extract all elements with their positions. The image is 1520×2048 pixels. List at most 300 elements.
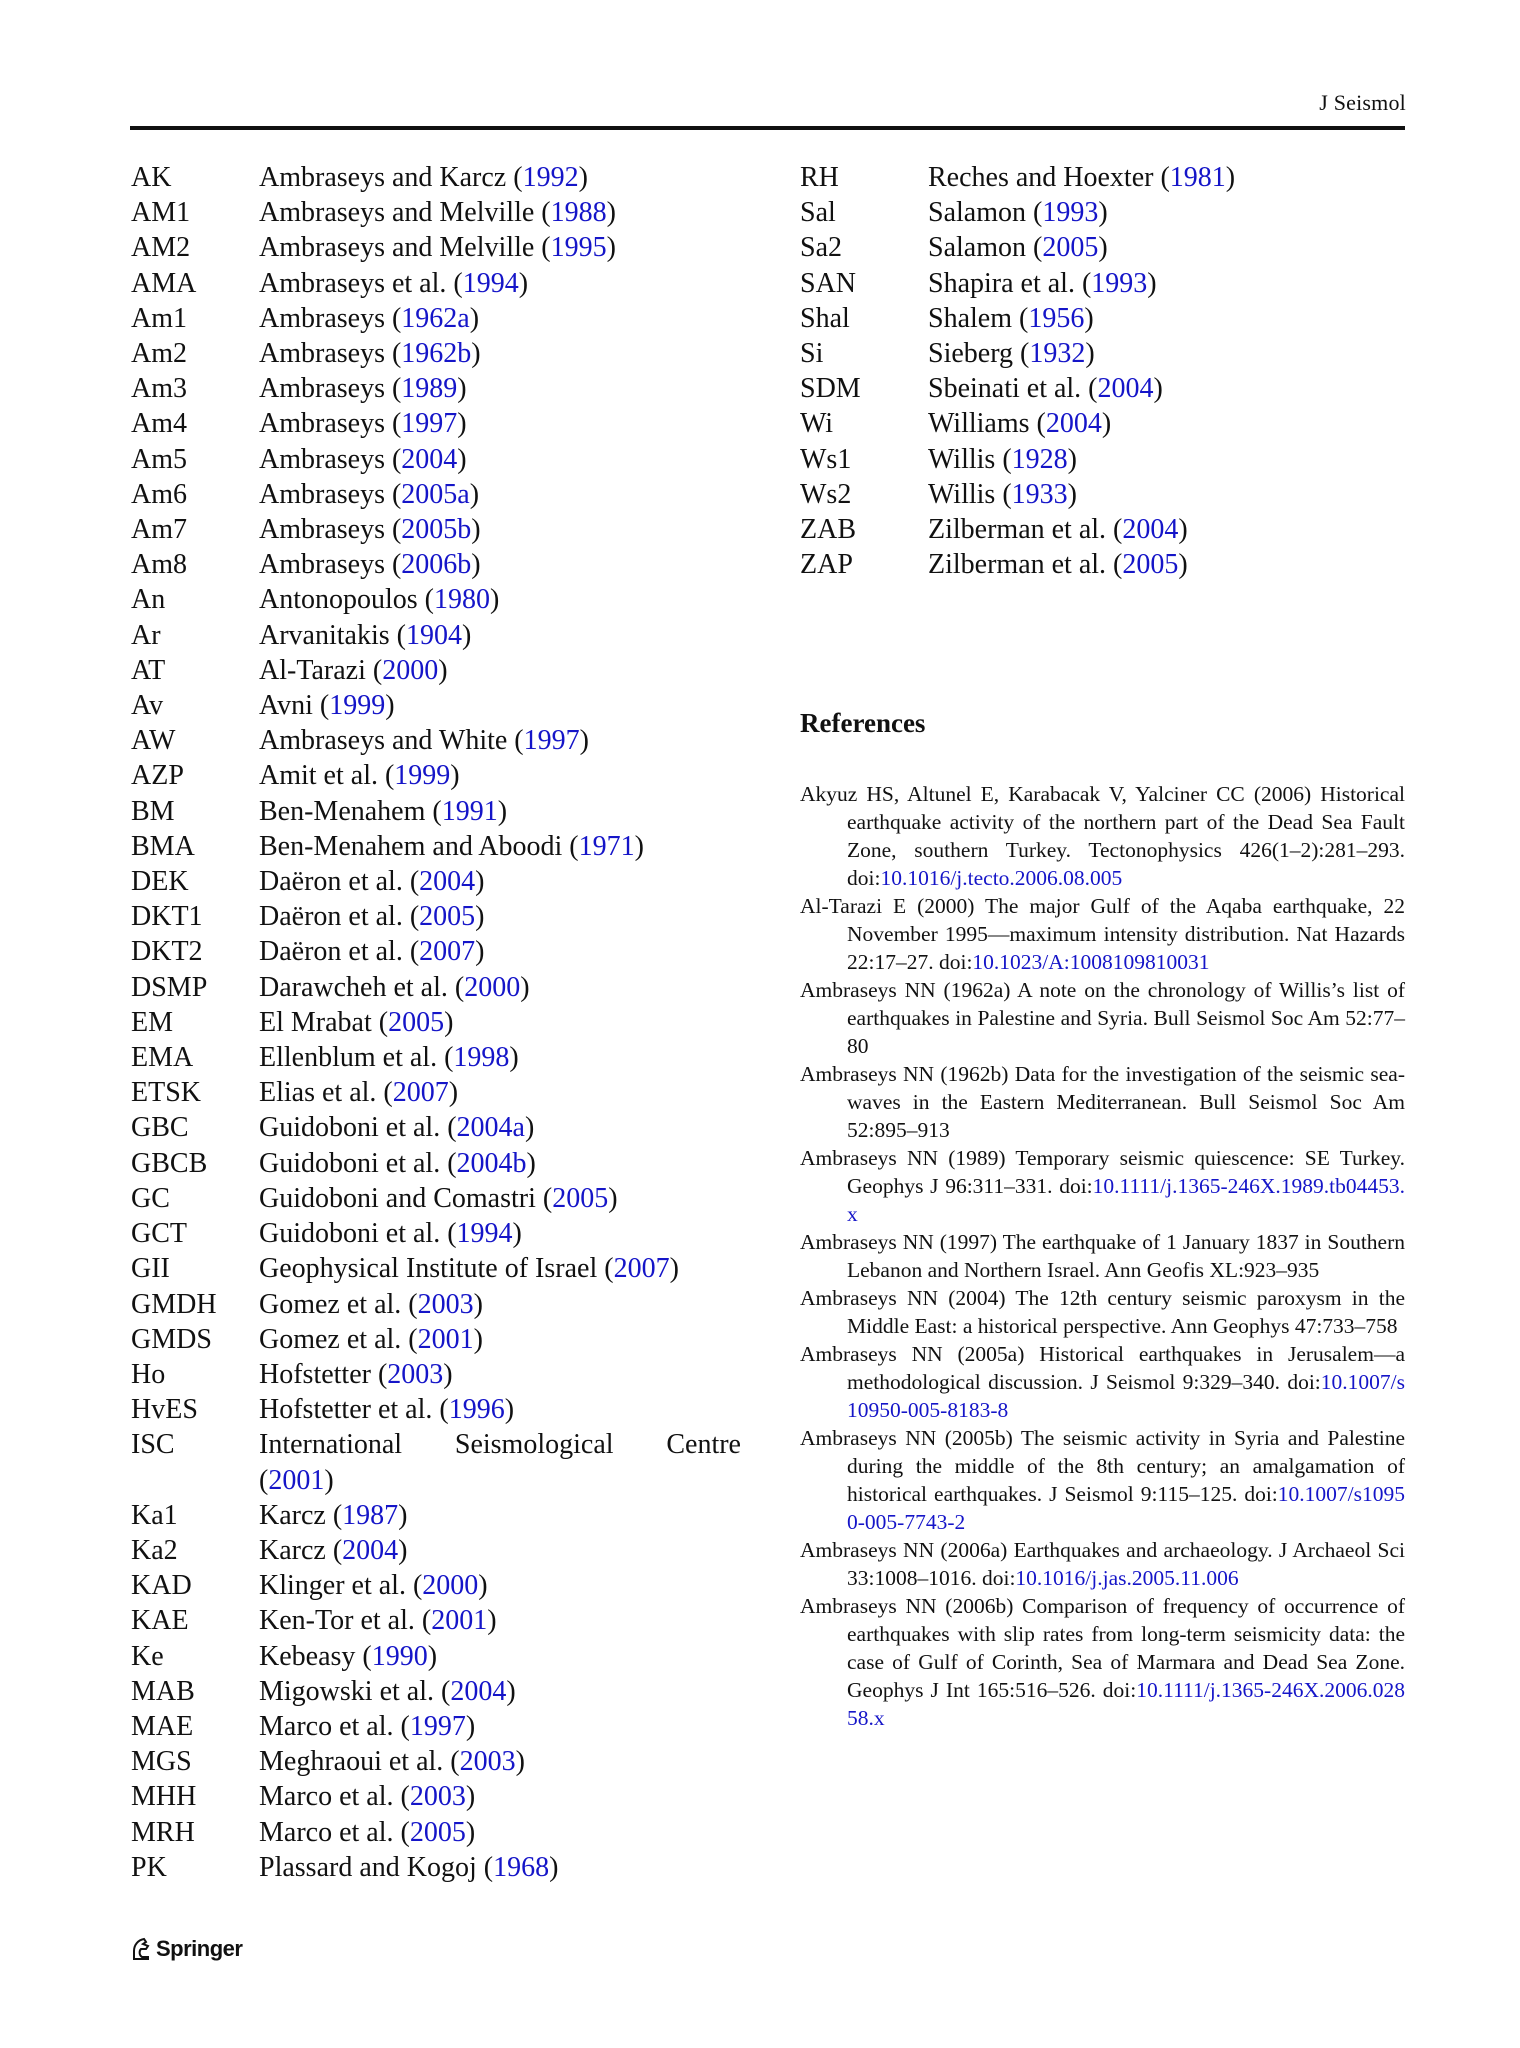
source-year-link[interactable]: 2004a	[456, 1112, 525, 1144]
abbreviation-row	[131, 582, 741, 617]
abbreviation-code: MAB	[131, 1675, 195, 1707]
source-close-paren: )	[443, 1358, 453, 1390]
references-heading: References	[800, 708, 926, 738]
source-author: Arvanitakis (	[259, 619, 406, 651]
springer-horse-icon	[130, 1937, 152, 1961]
abbreviation-code: RH	[800, 162, 839, 193]
reference-doi-link[interactable]: 10.1111/j.1365-246X.1989.tb04453.x	[847, 1174, 1405, 1226]
abbreviation-code: Shal	[800, 302, 850, 334]
source-year-link[interactable]: 2004	[1097, 373, 1154, 405]
abbreviation-code: ETSK	[131, 1077, 201, 1109]
source-year-link[interactable]: 1993	[1091, 267, 1148, 299]
abbreviation-list-left	[131, 160, 741, 1885]
abbreviation-row	[800, 195, 1410, 230]
source-year-link[interactable]: 1932	[1029, 338, 1086, 370]
abbreviation-source	[259, 301, 741, 336]
abbreviation-source	[928, 477, 1410, 512]
abbreviation-row	[131, 970, 741, 1005]
source-close-paren: )	[457, 408, 467, 440]
source-author: Zilberman et al. (	[928, 549, 1123, 581]
source-author: Hofstetter et al. (	[259, 1394, 449, 1426]
abbreviation-source	[259, 336, 741, 371]
source-author: Daëron et al. (	[259, 936, 420, 968]
source-year-link[interactable]: 2004b	[456, 1147, 527, 1179]
abbreviation-row	[131, 1005, 741, 1040]
abbreviation-code: ZAB	[800, 514, 856, 546]
source-close-paren: )	[427, 1640, 438, 1672]
abbreviation-code: Am7	[131, 514, 187, 546]
source-year-link[interactable]: 2000	[464, 971, 521, 1003]
abbreviation-code: MGS	[131, 1746, 192, 1778]
abbreviation-row	[131, 1498, 741, 1533]
source-year-link[interactable]: 2005	[409, 1816, 466, 1848]
source-year-link[interactable]: 2003	[409, 1781, 466, 1813]
source-author: Meghraoui et al. (	[259, 1746, 460, 1778]
abbreviation-row	[131, 1639, 741, 1674]
abbreviation-code: Ar	[131, 619, 161, 651]
source-close-paren: )	[606, 232, 616, 264]
source-author: Ambraseys and Karcz (	[259, 162, 523, 193]
reference-doi-link[interactable]: 10.1007/s10950-005-7743-2	[847, 1482, 1405, 1534]
running-head: J Seismol	[1319, 90, 1406, 115]
abbreviation-row	[131, 1216, 741, 1251]
source-author: Karcz (	[259, 1534, 343, 1566]
abbreviation-row	[800, 371, 1410, 406]
source-word: Seismological	[454, 1429, 614, 1461]
source-year-link[interactable]: 2005	[419, 901, 476, 933]
source-year-link[interactable]: 1904	[405, 619, 462, 651]
abbreviation-row	[131, 618, 741, 653]
source-year-link[interactable]: 1962b	[401, 338, 472, 370]
abbreviation-source	[259, 1639, 741, 1674]
abbreviation-row	[131, 336, 741, 371]
abbreviation-code: DKT1	[131, 901, 203, 933]
source-author: Sbeinati et al. (	[928, 373, 1098, 405]
abbreviation-source	[259, 1181, 741, 1216]
source-close-paren: )	[469, 302, 480, 334]
abbreviation-row	[131, 1322, 741, 1357]
source-close-paren: )	[385, 690, 395, 722]
source-year-link[interactable]: 1991	[441, 795, 498, 827]
abbreviation-row	[131, 1181, 741, 1216]
source-year-link[interactable]: 1980	[434, 584, 490, 616]
source-year-link[interactable]: 2001	[431, 1605, 488, 1637]
source-year-link[interactable]: 2006b	[401, 549, 472, 581]
source-author: Ambraseys (	[259, 514, 402, 546]
source-author: Ambraseys and Melville (	[259, 197, 551, 229]
reference-entry	[800, 1424, 1405, 1536]
abbreviation-source	[928, 160, 1410, 195]
abbreviation-code: AMA	[131, 267, 197, 299]
source-year-link[interactable]: 2001	[417, 1323, 474, 1355]
abbreviation-code: Am3	[131, 373, 187, 405]
abbreviation-source	[259, 723, 741, 758]
abbreviation-row	[131, 1357, 741, 1392]
abbreviation-code: Am6	[131, 478, 187, 510]
reference-entry	[800, 780, 1405, 892]
abbreviation-code: AZP	[131, 760, 184, 792]
source-year-link[interactable]: 1999	[394, 760, 451, 792]
abbreviation-source	[259, 1603, 741, 1638]
source-author: Migowski et al. (	[259, 1675, 451, 1707]
abbreviation-row	[131, 1603, 741, 1638]
abbreviation-code: HvES	[131, 1394, 198, 1426]
abbreviation-code: Si	[800, 338, 824, 370]
abbreviation-code: Ho	[131, 1358, 166, 1390]
abbreviation-row	[131, 301, 741, 336]
abbreviation-code: GII	[131, 1253, 170, 1285]
abbreviation-code: EM	[131, 1006, 173, 1038]
abbreviation-code: DEK	[131, 866, 189, 898]
abbreviation-code: MRH	[131, 1816, 195, 1848]
abbreviation-source	[928, 230, 1410, 265]
source-year-link[interactable]: 1968	[493, 1851, 550, 1883]
source-author: Marco et al. (	[259, 1710, 410, 1742]
source-year-link[interactable]: 2003	[417, 1288, 474, 1320]
source-year-link[interactable]: 1987	[342, 1499, 399, 1531]
abbreviation-row	[800, 442, 1410, 477]
source-year-link[interactable]: 2004	[1122, 514, 1179, 546]
abbreviation-source	[928, 442, 1410, 477]
source-author: Daëron et al. (	[259, 866, 420, 898]
source-close-paren: )	[465, 1816, 476, 1848]
abbreviation-code: ISC	[131, 1429, 175, 1461]
abbreviation-code: BMA	[131, 830, 195, 862]
source-year-link[interactable]: 2005a	[401, 478, 470, 510]
source-year-link[interactable]: 2004	[450, 1675, 507, 1707]
abbreviation-code: PK	[131, 1851, 167, 1883]
abbreviation-source	[259, 1850, 741, 1885]
source-year-link[interactable]: 1994	[456, 1218, 513, 1250]
abbreviation-source	[259, 1146, 741, 1181]
abbreviation-source	[259, 160, 741, 195]
source-year-link[interactable]: 2003	[459, 1746, 516, 1778]
abbreviation-source	[259, 1498, 741, 1533]
abbreviation-row	[131, 547, 741, 582]
source-year-link[interactable]: 2007	[613, 1253, 670, 1285]
abbreviation-source	[259, 406, 741, 441]
abbreviation-source	[928, 371, 1410, 406]
abbreviation-code: Am8	[131, 549, 187, 581]
references-list	[800, 780, 1405, 1732]
source-year-link[interactable]: 1998	[453, 1042, 510, 1074]
source-year-link[interactable]: 1971	[578, 830, 635, 862]
source-close-paren: )	[487, 1605, 497, 1637]
source-year-link[interactable]: 2000	[382, 654, 439, 686]
abbreviation-code: Am1	[131, 302, 187, 334]
abbreviation-code: DSMP	[131, 971, 208, 1003]
source-close-paren: )	[465, 1710, 476, 1742]
abbreviation-source	[259, 1357, 741, 1392]
source-author: Darawcheh et al. (	[259, 971, 465, 1003]
abbreviation-code: GCT	[131, 1218, 187, 1250]
source-close-paren: )	[475, 866, 485, 898]
source-author: Ambraseys (	[259, 408, 402, 440]
abbreviation-source	[928, 512, 1410, 547]
source-year-link[interactable]: 1994	[462, 267, 519, 299]
abbreviation-code: AM2	[131, 232, 191, 264]
abbreviation-code: BM	[131, 795, 175, 827]
source-close-paren: )	[518, 267, 529, 299]
abbreviation-source	[259, 1075, 741, 1110]
abbreviation-source	[928, 336, 1410, 371]
abbreviation-row	[131, 1533, 741, 1568]
source-year-link[interactable]: 2004	[1045, 408, 1102, 440]
source-year-link[interactable]: 1997	[523, 725, 580, 757]
reference-text: Ambraseys NN (1962a) A note on the chronology of Willis’s list of earthquakes in Palestine and Syria. Bull Seismol Soc Am 52:77–80	[800, 978, 1405, 1058]
abbreviation-source	[259, 794, 741, 829]
source-author: Gomez et al. (	[259, 1323, 418, 1355]
abbreviation-code: SDM	[800, 373, 861, 405]
source-close-paren: )	[1147, 267, 1157, 299]
abbreviation-list-right	[800, 160, 1410, 582]
source-close-paren: )	[515, 1746, 525, 1778]
abbreviation-row	[131, 1674, 741, 1709]
source-year-link[interactable]: 2001	[268, 1464, 325, 1496]
reference-doi-link[interactable]: 10.1007/s10950-005-8183-8	[847, 1370, 1405, 1422]
abbreviation-code: Ke	[131, 1640, 164, 1672]
source-close-paren: )	[469, 478, 480, 510]
abbreviation-code: MHH	[131, 1781, 197, 1813]
reference-entry	[800, 892, 1405, 976]
abbreviation-source	[259, 758, 741, 793]
abbreviation-source	[928, 266, 1410, 301]
reference-text: Ambraseys NN (2006b) Comparison of frequency of occurrence of earthquakes with slip rates from long-term seismicity data: the case of Gulf of Corinth, Sea of Marmara and Dead Sea Zone. Geophys J Int 165:516–526. doi:	[800, 1594, 1405, 1702]
source-year-link[interactable]: 2004	[342, 1534, 399, 1566]
reference-text: Ambraseys NN (1962b) Data for the investigation of the seismic sea-waves in the Eastern Mediterranean. Bull Seismol Soc Am 52:895–913	[800, 1062, 1405, 1142]
source-close-paren: )	[465, 1781, 476, 1813]
abbreviation-code: KAD	[131, 1570, 192, 1602]
abbreviation-code: Sa2	[800, 232, 842, 264]
source-close-paren: )	[471, 514, 481, 546]
abbreviation-row	[131, 899, 741, 934]
source-close-paren: )	[497, 795, 508, 827]
abbreviation-row	[131, 688, 741, 723]
source-close-paren: )	[457, 443, 467, 475]
abbreviation-code: ZAP	[800, 549, 853, 581]
abbreviation-source	[259, 1568, 741, 1603]
abbreviation-code: Wi	[800, 408, 834, 440]
source-author: (	[259, 1464, 269, 1496]
abbreviation-source	[928, 406, 1410, 441]
source-close-paren: )	[324, 1464, 334, 1496]
source-author: Guidoboni et al. (	[259, 1218, 457, 1250]
abbreviation-row	[131, 512, 741, 547]
source-author: Zilberman et al. (	[928, 514, 1123, 546]
abbreviation-row	[131, 406, 741, 441]
reference-text: Ambraseys NN (2006a) Earthquakes and archaeology. J Archaeol Sci 33:1008–1016. doi:	[800, 1538, 1405, 1590]
source-close-paren: )	[634, 830, 644, 862]
reference-text: Al-Tarazi E (2000) The major Gulf of the Aqaba earthquake, 22 November 1995—maximum intensity distribution. Nat Hazards 22:17–27. doi:	[800, 894, 1405, 974]
source-author: Shalem (	[928, 302, 1029, 334]
source-year-link[interactable]: 1989	[401, 373, 458, 405]
abbreviation-source	[259, 1815, 741, 1850]
abbreviation-code: SAN	[800, 267, 857, 299]
reference-entry	[800, 1228, 1405, 1284]
publisher-logo	[130, 1936, 242, 1962]
source-year-link[interactable]: 2005	[552, 1182, 609, 1214]
source-author: Marco et al. (	[259, 1781, 410, 1813]
source-year-link[interactable]: 2005	[1122, 549, 1179, 581]
source-close-paren: )	[490, 584, 500, 616]
reference-doi-link[interactable]: 10.1023/A:1008109810031	[972, 950, 1210, 974]
source-year-link[interactable]: 1997	[401, 408, 458, 440]
abbreviation-row	[800, 512, 1410, 547]
source-year-link[interactable]: 2004	[401, 443, 458, 475]
source-year-link[interactable]: 2007	[419, 936, 476, 968]
reference-text: Ambraseys NN (1997) The earthquake of 1 January 1837 in Southern Lebanon and Northern Israel. Ann Geofis XL:923–935	[800, 1230, 1405, 1282]
abbreviation-code: EMA	[131, 1042, 194, 1074]
source-year-link[interactable]: 1997	[409, 1710, 466, 1742]
source-year-link[interactable]: 1933	[1011, 478, 1068, 510]
abbreviation-code: Ka2	[131, 1534, 178, 1566]
abbreviation-row	[131, 1392, 741, 1427]
source-author: Hofstetter (	[259, 1358, 388, 1390]
abbreviation-source	[259, 970, 741, 1005]
abbreviation-source	[928, 547, 1410, 582]
source-year-link[interactable]: 2003	[387, 1358, 444, 1390]
abbreviation-source	[259, 1392, 741, 1427]
abbreviation-code: DKT2	[131, 936, 203, 968]
abbreviation-code: Sal	[800, 197, 836, 229]
source-author: Gomez et al. (	[259, 1288, 418, 1320]
abbreviation-row	[131, 1110, 741, 1145]
abbreviation-source	[259, 1674, 741, 1709]
abbreviation-row	[131, 1463, 741, 1498]
abbreviation-row	[131, 653, 741, 688]
source-close-paren: )	[578, 162, 588, 193]
abbreviation-source	[259, 512, 741, 547]
reference-doi-link[interactable]: 10.1016/j.jas.2005.11.006	[1015, 1566, 1239, 1590]
source-year-link[interactable]: 1992	[522, 162, 579, 193]
abbreviation-row	[131, 266, 741, 301]
source-year-link[interactable]: 1928	[1011, 443, 1068, 475]
source-close-paren: )	[1085, 338, 1095, 370]
source-close-paren: )	[1178, 514, 1188, 546]
abbreviation-source	[259, 1779, 741, 1814]
publisher-name: Springer	[156, 1936, 243, 1961]
abbreviation-source	[259, 618, 741, 653]
reference-entry	[800, 1592, 1405, 1732]
abbreviation-source	[259, 688, 741, 723]
abbreviation-code: Ws2	[800, 478, 852, 510]
source-close-paren: )	[1067, 443, 1077, 475]
source-close-paren: )	[450, 760, 460, 792]
source-author: Shapira et al. (	[928, 267, 1092, 299]
source-close-paren: )	[549, 1851, 559, 1883]
source-year-link[interactable]: 1993	[1042, 197, 1099, 229]
source-author: Ambraseys (	[259, 549, 402, 581]
source-author: El Mrabat (	[259, 1006, 389, 1038]
abbreviation-code: Ka1	[131, 1499, 178, 1531]
abbreviation-source	[259, 653, 741, 688]
abbreviation-code: GC	[131, 1182, 170, 1214]
abbreviation-row	[131, 195, 741, 230]
source-year-link[interactable]: 1981	[1169, 162, 1226, 193]
source-year-link[interactable]: 1956	[1028, 302, 1085, 334]
abbreviation-source	[259, 864, 741, 899]
abbreviation-row	[131, 1709, 741, 1744]
reference-entry	[800, 1060, 1405, 1144]
source-year-link[interactable]: 1995	[550, 232, 607, 264]
source-year-link[interactable]: 2007	[392, 1077, 449, 1109]
source-year-link[interactable]: 2000	[422, 1570, 479, 1602]
source-author: Willis (	[928, 478, 1012, 510]
abbreviation-row	[131, 758, 741, 793]
abbreviation-code: Av	[131, 690, 164, 722]
abbreviation-row	[131, 723, 741, 758]
abbreviation-source	[259, 829, 741, 864]
abbreviation-row	[131, 1850, 741, 1885]
reference-text: Ambraseys NN (2005b) The seismic activity in Syria and Palestine during the middle of the 8th century; an amalgamation of historical earthquakes. J Seismol 9:115–125. doi:	[800, 1426, 1405, 1506]
source-author: Guidoboni et al. (	[259, 1112, 457, 1144]
abbreviation-source	[928, 301, 1410, 336]
source-close-paren: )	[1225, 162, 1236, 193]
abbreviation-row	[131, 230, 741, 265]
abbreviation-source	[259, 1427, 741, 1462]
source-author: Guidoboni and Comastri (	[259, 1182, 553, 1214]
abbreviation-code: GBCB	[131, 1147, 208, 1179]
source-author: Ben-Menahem (	[259, 795, 442, 827]
source-year-link[interactable]: 2004	[419, 866, 476, 898]
abbreviation-row	[800, 547, 1410, 582]
reference-text: Ambraseys NN (2004) The 12th century seismic paroxysm in the Middle East: a historical perspective. Ann Geophys 47:733–758	[800, 1286, 1405, 1338]
reference-doi-link[interactable]: 10.1111/j.1365-246X.2006.02858.x	[847, 1678, 1405, 1730]
source-year-link[interactable]: 1996	[448, 1394, 505, 1426]
abbreviation-row	[131, 1568, 741, 1603]
source-close-paren: )	[512, 1218, 522, 1250]
source-close-paren: )	[1101, 408, 1112, 440]
abbreviation-code: GMDS	[131, 1323, 212, 1355]
abbreviation-source	[259, 1463, 741, 1498]
abbreviation-row	[131, 864, 741, 899]
abbreviation-source	[928, 195, 1410, 230]
abbreviation-row	[131, 371, 741, 406]
abbreviation-row	[800, 477, 1410, 512]
abbreviation-source	[259, 1110, 741, 1145]
source-year-link[interactable]: 1990	[371, 1640, 428, 1672]
source-year-link[interactable]: 2005b	[401, 514, 472, 546]
source-year-link[interactable]: 1962a	[401, 302, 470, 334]
source-close-paren: )	[506, 1675, 516, 1707]
source-year-link[interactable]: 2005	[1042, 232, 1099, 264]
source-year-link[interactable]: 1988	[550, 197, 607, 229]
reference-text: Ambraseys NN (1989) Temporary seismic quiescence: SE Turkey. Geophys J 96:311–331. doi:	[800, 1146, 1405, 1198]
source-year-link[interactable]: 2005	[388, 1006, 445, 1038]
source-author: Geophysical Institute of Israel (	[259, 1253, 614, 1285]
source-author: Karcz (	[259, 1499, 343, 1531]
source-year-link[interactable]: 1999	[329, 690, 386, 722]
abbreviation-row	[800, 160, 1410, 195]
source-close-paren: )	[461, 619, 472, 651]
abbreviation-row	[800, 336, 1410, 371]
reference-doi-link[interactable]: 10.1016/j.tecto.2006.08.005	[880, 866, 1123, 890]
source-close-paren: )	[526, 1147, 536, 1179]
abbreviation-code: GMDH	[131, 1288, 217, 1320]
source-author: Ken-Tor et al. (	[259, 1605, 432, 1637]
source-close-paren: )	[606, 197, 616, 229]
source-close-paren: )	[448, 1077, 459, 1109]
source-author: Ambraseys (	[259, 478, 402, 510]
abbreviation-source	[259, 582, 741, 617]
reference-entry	[800, 1340, 1405, 1424]
source-author: Ambraseys (	[259, 443, 402, 475]
source-word: International	[259, 1429, 403, 1461]
abbreviation-row	[131, 1779, 741, 1814]
source-close-paren: )	[1084, 302, 1094, 334]
abbreviation-row	[131, 1427, 741, 1462]
reference-entry	[800, 976, 1405, 1060]
